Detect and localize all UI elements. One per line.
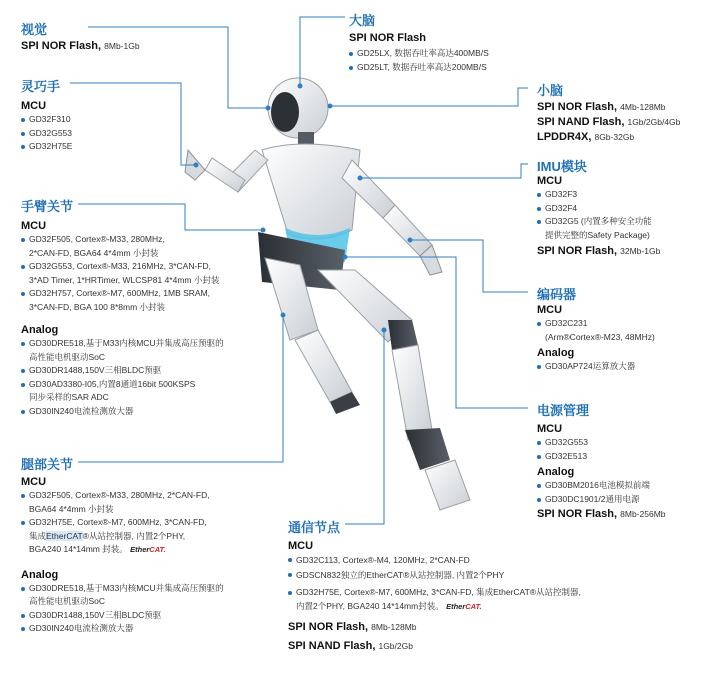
- mcu-label: MCU: [537, 423, 563, 435]
- list-item: GD25LX, 数据吞吐率高达400MB/S: [349, 47, 489, 61]
- connector-dot: [382, 328, 387, 333]
- memory-line: LPDDR4X, 8Gb-32Gb: [537, 131, 635, 143]
- list-item: GD32G553: [537, 436, 666, 450]
- memory-line: SPI NAND Flash, 1Gb/2Gb/4Gb: [537, 116, 681, 128]
- list-item-cont: 高性能电机驱动SoC: [29, 351, 106, 362]
- connector-power: [345, 257, 528, 408]
- hand-block: [21, 98, 72, 154]
- list-item: GD30IN240电流检测放大器: [21, 622, 224, 636]
- list-item-cont: 2*CAN-FD, BGA64 4*4mm 小封装: [29, 247, 159, 258]
- section-title-hand: 灵巧手: [21, 79, 61, 94]
- analog-label: Analog: [21, 324, 59, 336]
- mcu-label: MCU: [21, 100, 47, 112]
- list-item: GD30AP724运算放大器: [537, 360, 655, 374]
- list-item: GD32H75E: [21, 140, 72, 154]
- mcu-label: MCU: [21, 476, 47, 488]
- list-item: GD32G553, Cortex®-M33, 216MHz, 3*CAN-FD,: [21, 260, 224, 274]
- power-flash: SPI NOR Flash, 8Mb-256Mb: [537, 508, 666, 520]
- connector-dot: [194, 163, 199, 168]
- power-block: [537, 421, 666, 520]
- comm-block: [288, 538, 581, 656]
- connector-hand: [70, 83, 196, 165]
- connector-comm: [345, 330, 384, 524]
- list-item: GD30DR1488,150V三相BLDC预驱: [21, 364, 224, 378]
- mcu-label: MCU: [537, 304, 563, 316]
- list-item: GD30DR1488,150V三相BLDC预驱: [21, 609, 224, 623]
- connector-cerebellum: [330, 88, 528, 106]
- list-item: GD32F3: [537, 188, 660, 202]
- list-item: GD32H75E, Cortex®-M7, 600MHz, 3*CAN-FD,: [21, 516, 224, 530]
- connector-dot: [261, 228, 266, 233]
- list-item: GD25LT, 数据吞吐率高达200MB/S: [349, 61, 489, 75]
- list-item-cont: BGA64 4*4mm 小封装: [29, 503, 114, 514]
- list-item: GD32H75E, Cortex®-M7, 600MHz, 3*CAN-FD, 集成EtherCAT®从站控制器,: [288, 586, 581, 600]
- mcu-label: MCU: [21, 220, 47, 232]
- connector-dot: [298, 84, 303, 89]
- list-item: GD32E513: [537, 450, 666, 464]
- connector-brain: [300, 17, 345, 86]
- connector-dot: [281, 313, 286, 318]
- list-item: GD30IN240电流检测放大器: [21, 405, 224, 419]
- section-title-leg: 腿部关节: [21, 457, 74, 472]
- list-item: GD30DRE518,基于M33内核MCU并集成高压预驱的: [21, 337, 224, 351]
- list-item: GD32C231: [537, 317, 655, 331]
- brain-flash: SPI NOR Flash: [349, 32, 427, 44]
- list-item: GD32H757, Cortex®-M7, 600MHz, 1MB SRAM,: [21, 287, 224, 301]
- section-title-imu: IMU模块: [537, 159, 587, 174]
- ethercat-logo: EtherCAT.: [446, 601, 482, 611]
- connector-dot: [328, 104, 333, 109]
- list-item-cont: 集成EtherCAT®从站控制器, 内置2个PHY,: [29, 530, 186, 541]
- ethercat-highlight: EtherCAT: [46, 530, 83, 541]
- memory-line: SPI NOR Flash, 4Mb-128Mb: [537, 101, 666, 113]
- flash-capacity: 8Mb-1Gb: [104, 41, 140, 51]
- connector-encoder: [410, 240, 528, 292]
- section-title-cerebellum: 小脑: [537, 83, 564, 98]
- imu-flash: SPI NOR Flash, 32Mb-1Gb: [537, 245, 661, 257]
- list-item-cont: 高性能电机驱动SoC: [29, 596, 106, 606]
- section-title-brain: 大脑: [349, 13, 376, 28]
- encoder-block: [537, 302, 655, 374]
- list-item: GD30BM2016电池模拟前端: [537, 479, 666, 493]
- list-item: GD32F4: [537, 202, 660, 216]
- list-item: GD30AD3380-I05,内置8通道16bit 500KSPS: [21, 378, 224, 392]
- brain-block: [349, 32, 489, 74]
- list-item-cont: (Arm®Cortex®-M23, 48MHz): [545, 331, 655, 342]
- flash-name: SPI NOR Flash: [21, 40, 99, 52]
- list-item: GD30DRE518,基于M33内核MCU并集成高压预驱的: [21, 582, 224, 596]
- list-item-cont: 同步采样的SAR ADC: [29, 392, 109, 402]
- leg-block: [21, 474, 224, 636]
- section-title-arm: 手臂关节: [21, 199, 74, 214]
- analog-label: Analog: [537, 466, 575, 478]
- ethercat-logo: EtherCAT.: [130, 545, 166, 554]
- list-item-cont: 3*AD Timer, 1*HRTimer, WLCSP81 4*4mm 小封装: [29, 274, 220, 285]
- list-item: GDSCN832独立的EtherCAT®从站控制器, 内置2个PHY: [288, 568, 581, 583]
- connector-dot: [408, 238, 413, 243]
- list-item-cont: 3*CAN-FD, BGA 100 8*8mm 小封装: [29, 301, 166, 312]
- section-title-comm: 通信节点: [288, 520, 341, 535]
- imu-block: [537, 173, 660, 257]
- list-item: GD32F505, Cortex®-M33, 280MHz,: [21, 233, 224, 247]
- list-item: GD32G553: [21, 127, 72, 141]
- arm-block: [21, 218, 224, 418]
- list-item: GD32F310: [21, 113, 72, 127]
- connector-imu: [360, 164, 528, 178]
- list-item: GD32C113, Cortex®-M4, 120MHz, 2*CAN-FD: [288, 553, 581, 568]
- cerebellum-block: [537, 100, 680, 145]
- section-title-vision: 视觉: [21, 22, 48, 37]
- list-item-cont: 提供完整的Safety Package): [545, 229, 650, 240]
- section-title-power: 电源管理: [537, 403, 590, 418]
- connector-dot: [266, 106, 271, 111]
- list-item-cont: 内置2个PHY, BGA240 14*14mm封装。 EtherCAT.: [296, 600, 482, 611]
- comm-flash: SPI NAND Flash, 1Gb/2Gb: [288, 640, 413, 652]
- list-item-cont: BGA240 14*14mm 封装。 EtherCAT.: [29, 544, 166, 554]
- mcu-label: MCU: [288, 540, 314, 552]
- connector-dot: [358, 176, 363, 181]
- comm-flash: SPI NOR Flash, 8Mb-128Mb: [288, 621, 417, 633]
- section-title-encoder: 编码器: [537, 287, 577, 302]
- analog-label: Analog: [21, 568, 59, 581]
- analog-label: Analog: [537, 347, 575, 359]
- list-item: GD32F505, Cortex®-M33, 280MHz, 2*CAN-FD,: [21, 489, 224, 503]
- list-item: GD32G5 (内置多种安全功能: [537, 215, 660, 229]
- connector-dot: [343, 255, 348, 260]
- vision-flash: SPI NOR Flash, 8Mb-1Gb: [21, 40, 140, 52]
- list-item: GD30DC1901/2通用电源: [537, 493, 666, 507]
- mcu-label: MCU: [537, 175, 563, 187]
